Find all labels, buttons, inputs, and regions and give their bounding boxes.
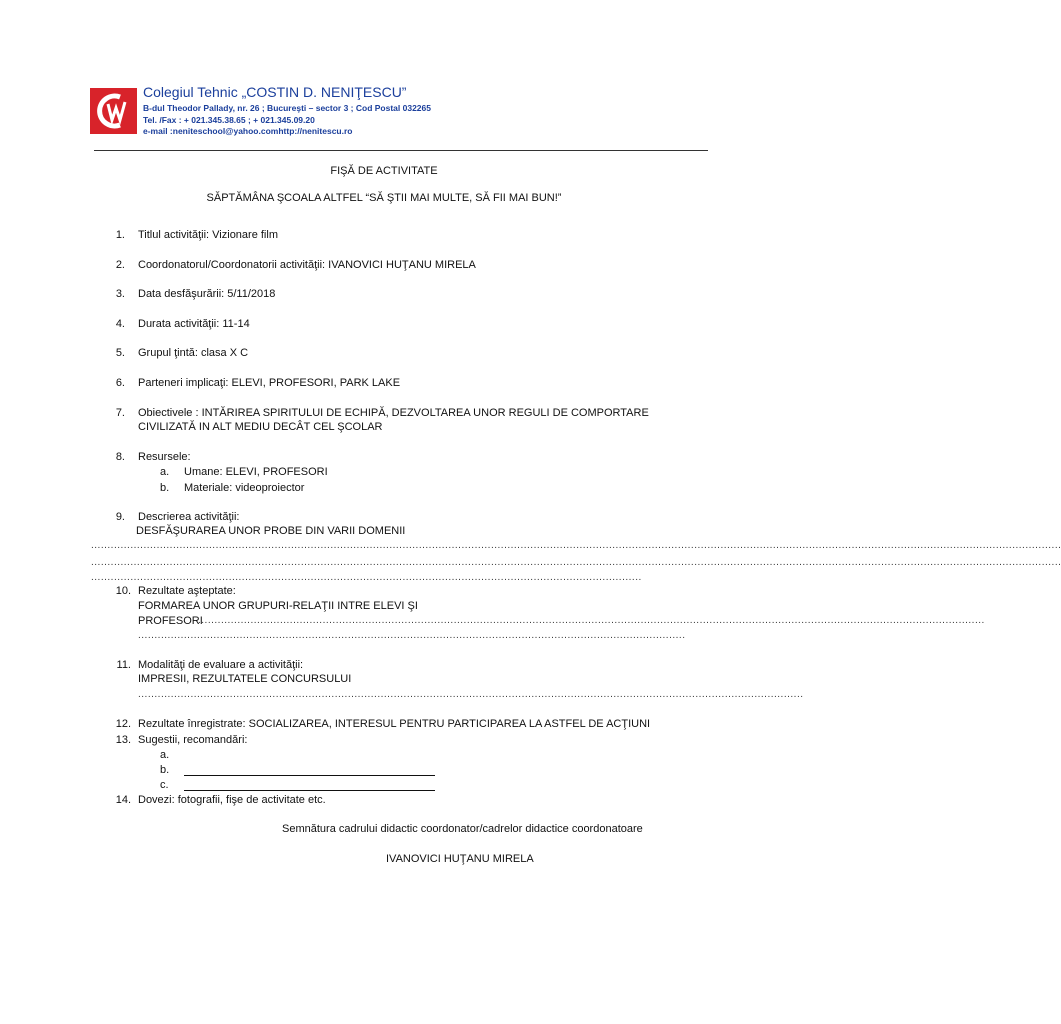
dotted-line: ........................................................................................................................................................................................................................................................................................................	[91, 540, 1061, 551]
item-text-continued: DESFĂŞURAREA UNOR PROBE DIN VARII DOMENII	[136, 525, 406, 537]
sub-item-letter: a.	[160, 466, 170, 478]
item-text: Parteneri implicaţi: ELEVI, PROFESORI, PARK LAKE	[138, 377, 401, 389]
item-number: 14.	[115, 794, 131, 806]
item-number: 5.	[115, 347, 125, 359]
item-text: Rezultate înregistrate: SOCIALIZAREA, INTERESUL PENTRU PARTICIPAREA LA ASTFEL DE ACŢIUNI	[138, 718, 651, 730]
item-number: 9.	[115, 511, 125, 523]
school-phone: Tel. /Fax : + 021.345.38.65 ; + 021.345.09.20	[143, 115, 315, 125]
item-text-continued: IMPRESII, REZULTATELE CONCURSULUI	[138, 673, 352, 685]
signature-name: IVANOVICI HUŢANU MIRELA	[386, 853, 534, 865]
item-number: 7.	[115, 407, 125, 419]
header-divider	[94, 150, 708, 151]
item-text: Obiectivele : INTĂRIREA SPIRITULUI DE ECHIPĂ, DEZVOLTAREA UNOR REGULI DE COMPORTARE	[138, 407, 649, 419]
item-number: 10.	[115, 585, 131, 597]
item-number: 1.	[115, 229, 125, 241]
item-text-continued: CIVILIZATĂ IN ALT MEDIU DECÂT CEL ŞCOLAR	[138, 421, 383, 433]
sub-item-text: Materiale: videoproiector	[184, 482, 305, 494]
item-number: 11.	[116, 659, 131, 671]
dotted-line: ................................................................................................................................................................................................................................................	[198, 615, 985, 626]
item-text: Durata activităţii: 11-14	[138, 318, 250, 330]
document-title: FIŞĂ DE ACTIVITATE	[330, 165, 438, 177]
item-text: Coordonatorul/Coordonatorii activităţii: IVANOVICI HUŢANU MIRELA	[138, 259, 476, 271]
item-text: Modalităţi de evaluare a activităţii:	[138, 659, 304, 671]
item-number: 3.	[115, 288, 125, 300]
school-address: B-dul Theodor Pallady, nr. 26 ; Bucureşti – sector 3 ; Cod Postal 032265	[143, 103, 431, 113]
sub-item-letter: b.	[160, 764, 170, 776]
item-number: 4.	[115, 318, 125, 330]
item-number: 12.	[115, 718, 131, 730]
item-number: 2.	[115, 259, 125, 271]
item-number: 6.	[115, 377, 125, 389]
sub-item-text: Umane: ELEVI, PROFESORI	[184, 466, 328, 478]
dotted-line: .......................................................................................................................................................................	[138, 630, 686, 641]
blank-underline	[184, 775, 435, 776]
item-text: Resursele:	[138, 451, 191, 463]
document-subtitle: SĂPTĂMÂNA ŞCOALA ALTFEL “SĂ ŞTII MAI MULTE, SĂ FII MAI BUN!”	[206, 192, 562, 204]
item-text-continued: PROFESORI	[138, 615, 203, 627]
school-logo	[90, 88, 137, 134]
dotted-line: ........................................................................................................................................................................	[91, 572, 642, 583]
item-text: Titlul activităţii: Vizionare film	[138, 229, 278, 241]
item-text: Sugestii, recomandări:	[138, 734, 248, 746]
dotted-line: ...........................................................................................................................................................................................................	[138, 689, 804, 700]
item-text: Grupul ţintă: clasa X C	[138, 347, 249, 359]
school-email: e-mail :neniteschool@yahoo.comhttp://nenitescu.ro	[143, 126, 353, 136]
item-text-continued: FORMAREA UNOR GRUPURI-RELAŢII INTRE ELEVI ŞI	[138, 600, 418, 612]
sub-item-letter: c.	[160, 779, 169, 791]
item-text: Rezultate aşteptate:	[138, 585, 236, 597]
blank-underline	[184, 790, 435, 791]
item-number: 8.	[115, 451, 125, 463]
item-text: Dovezi: fotografii, fişe de activitate etc.	[138, 794, 326, 806]
item-number: 13.	[115, 734, 131, 746]
school-name: Colegiul Tehnic „COSTIN D. NENIŢESCU”	[143, 84, 407, 100]
sub-item-letter: a.	[160, 749, 170, 761]
dotted-line: ........................................................................................................................................................................................................................................................................................................	[91, 557, 1061, 568]
sub-item-letter: b.	[160, 482, 170, 494]
item-text: Data desfăşurării: 5/11/2018	[138, 288, 276, 300]
signature-label: Semnătura cadrului didactic coordonator/cadrelor didactice coordonatoare	[282, 823, 643, 835]
item-text: Descrierea activităţii:	[138, 511, 240, 523]
